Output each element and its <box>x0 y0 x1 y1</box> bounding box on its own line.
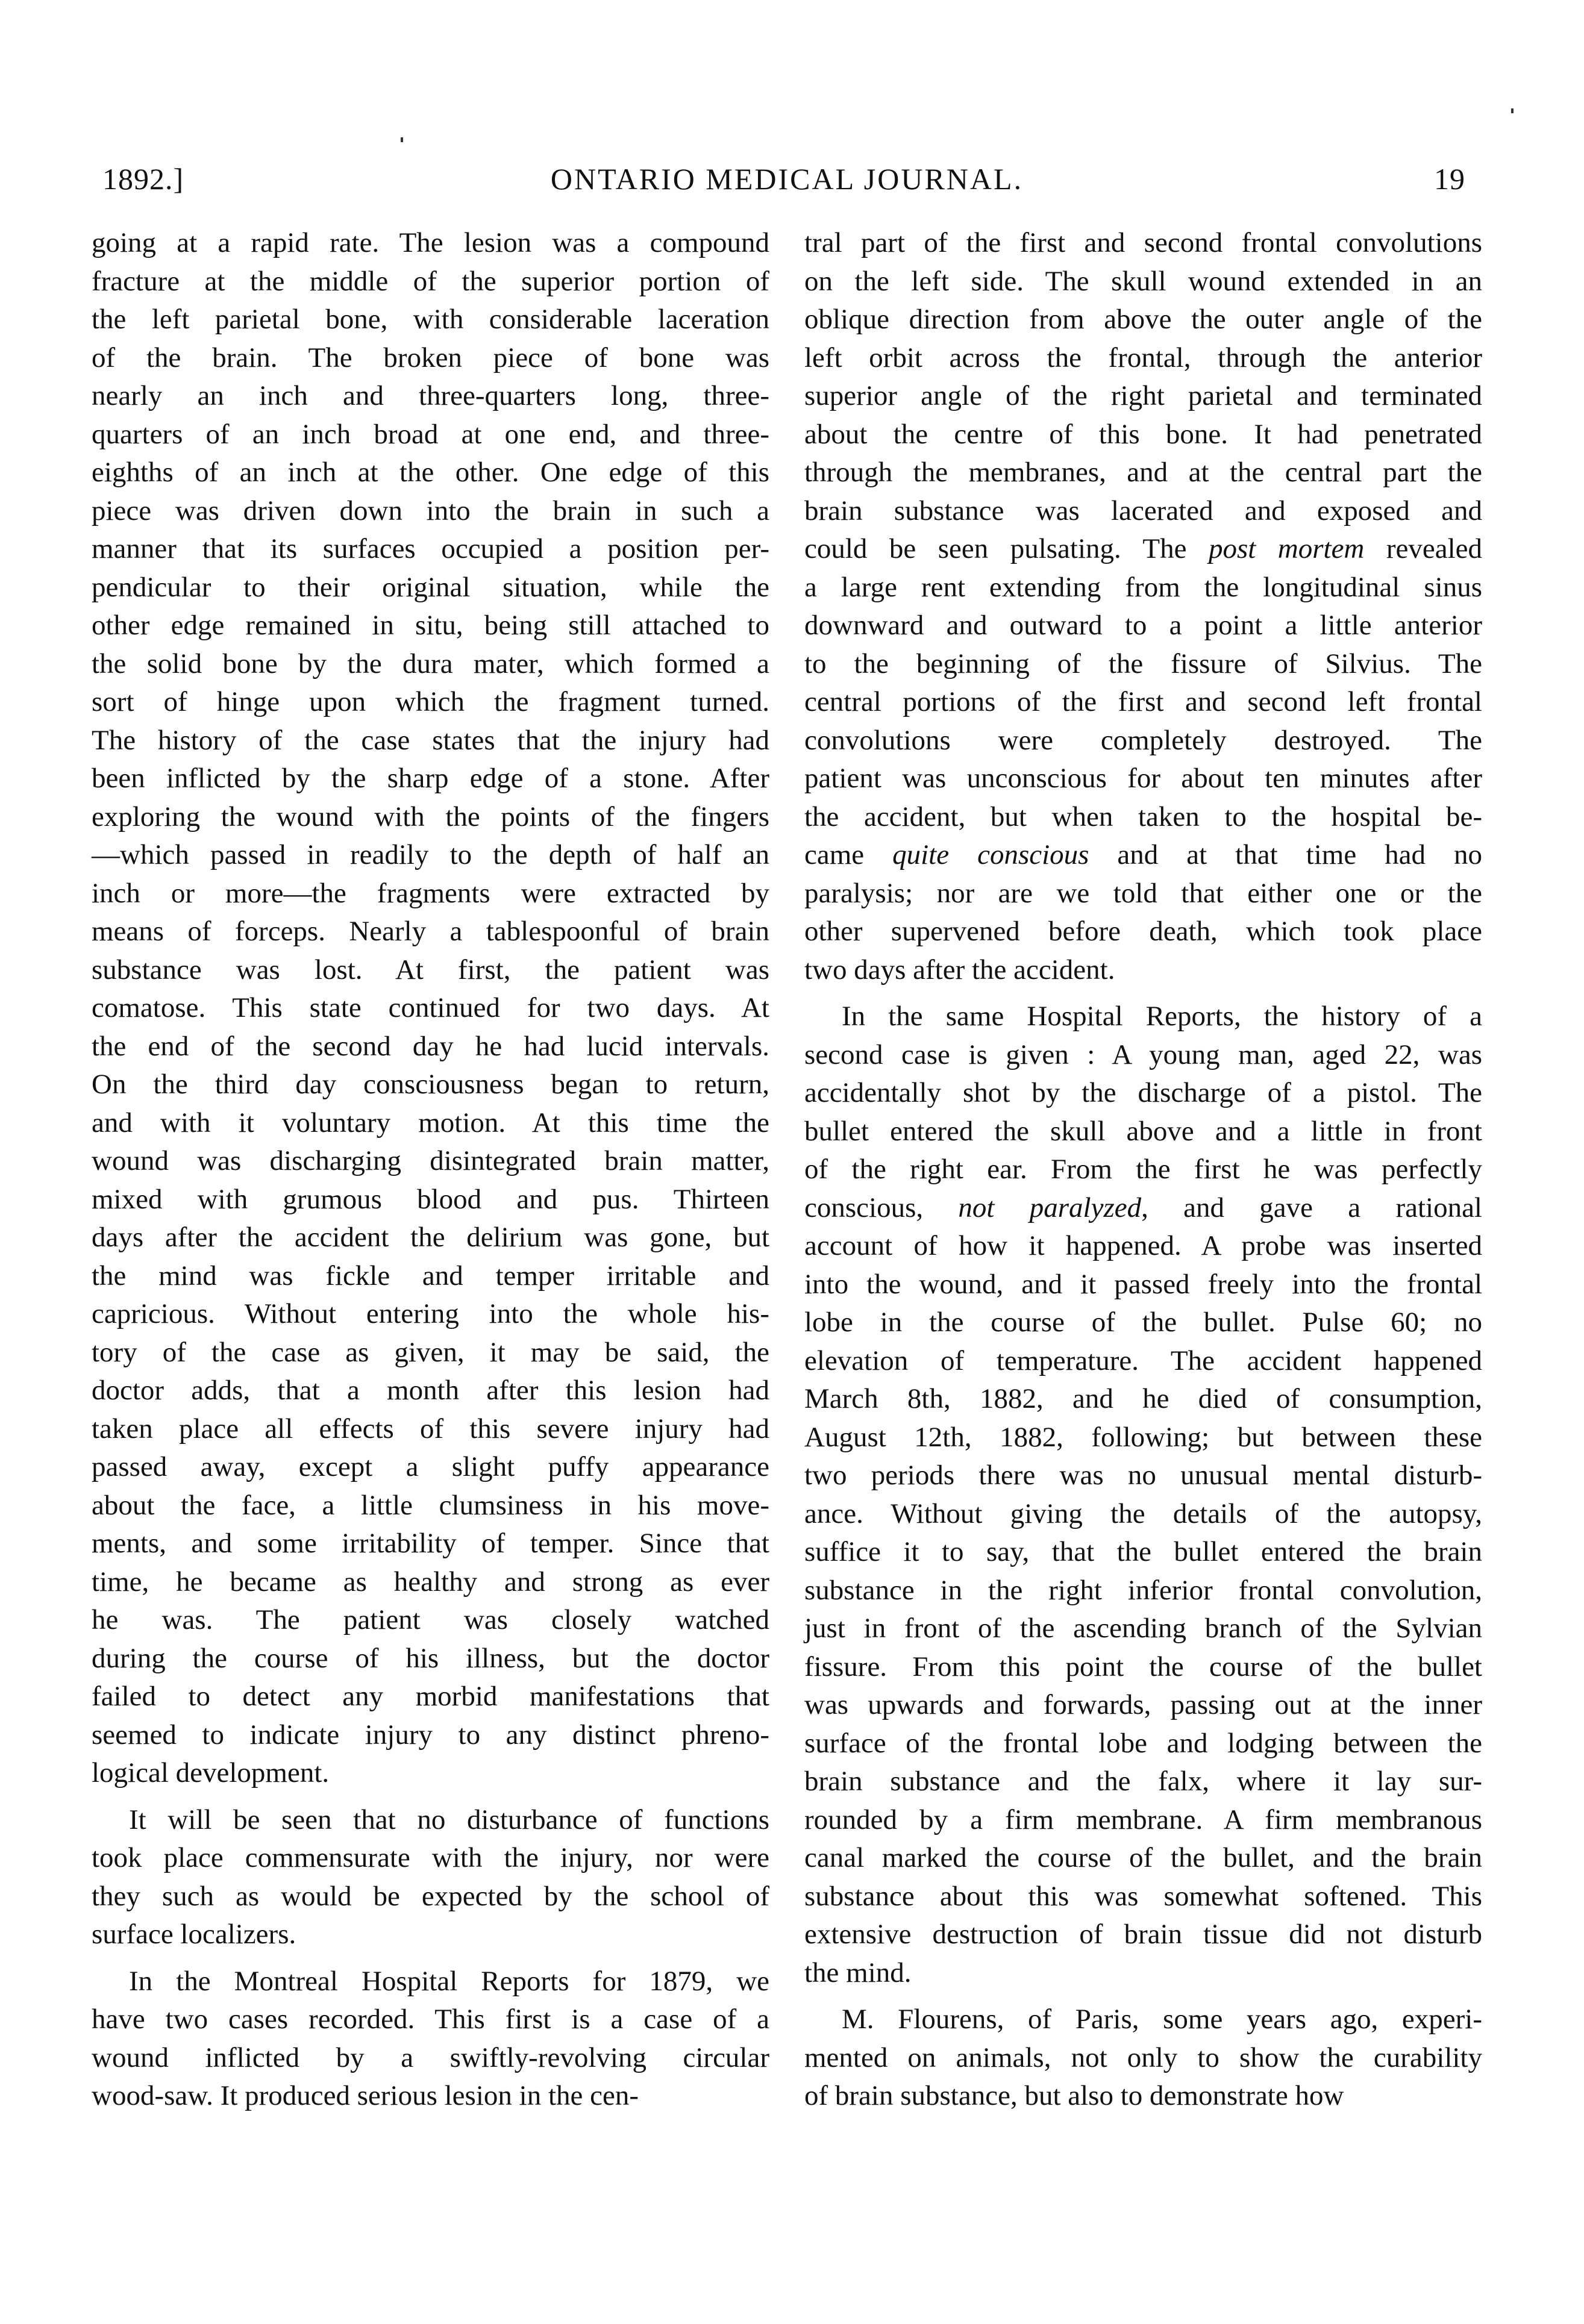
text-line: to the beginning of the fissure of Silvius. The <box>804 648 1482 679</box>
text-line: just in front of the ascending branch of the Sylvian <box>804 1613 1482 1644</box>
text-line: rounded by a firm membrane. A firm membranous <box>804 1804 1482 1835</box>
left-column <box>92 224 769 2116</box>
text-line: ance. Without giving the details of the autopsy, <box>804 1498 1482 1529</box>
text-line: the solid bone by the dura mater, which formed a <box>92 648 769 679</box>
text-line: superior angle of the right parietal and terminated <box>804 380 1482 411</box>
text-line: left orbit across the frontal, through the anterior <box>804 342 1482 373</box>
text-line: On the third day consciousness began to return, <box>92 1069 769 1100</box>
text-line: brain substance was lacerated and exposed and <box>804 495 1482 526</box>
text-line: of brain substance, but also to demonstrate how <box>804 2080 1344 2111</box>
paragraph <box>804 2001 1482 2116</box>
text-line: patient was unconscious for about ten minutes after <box>804 763 1482 794</box>
text-line: inch or more—the fragments were extracted by <box>92 877 769 909</box>
text-line: accidentally shot by the discharge of a pistol. The <box>804 1077 1482 1108</box>
text-line: about the face, a little clumsiness in his move- <box>92 1489 769 1521</box>
text-line: manner that its surfaces occupied a position per- <box>92 533 769 564</box>
text-line: canal marked the course of the bullet, and the brain <box>804 1842 1482 1873</box>
text-line: a large rent extending from the longitudinal sinus <box>804 571 1482 603</box>
text-line: mented on animals, not only to show the curability <box>804 2041 1482 2073</box>
italic-phrase: not paralyzed <box>958 1192 1142 1223</box>
text-line: the end of the second day he had lucid intervals. <box>92 1030 769 1062</box>
text-line: means of forceps. Nearly a tablespoonful of brain <box>92 916 769 947</box>
text-line: —which passed in readily to the depth of half an <box>92 839 769 870</box>
text-line: pendicular to their original situation, while the <box>92 571 769 603</box>
running-head <box>90 161 1483 204</box>
text-line: into the wound, and it passed freely into the frontal <box>804 1268 1482 1300</box>
paragraph <box>804 224 1482 989</box>
text-line: August 12th, 1882, following; but between these <box>804 1421 1482 1453</box>
text-line: the left parietal bone, with considerable laceration <box>92 304 769 335</box>
text-line: taken place all effects of this severe injury had <box>92 1413 769 1445</box>
text-line: doctor adds, that a month after this lesion had <box>92 1375 769 1406</box>
text-line: days after the accident the delirium was gone, but <box>92 1222 769 1253</box>
text-line: oblique direction from above the outer angle of the <box>804 304 1482 335</box>
text-line: March 8th, 1882, and he died of consumption, <box>804 1383 1482 1414</box>
text-line: fracture at the middle of the superior portion of <box>92 265 769 297</box>
text-line: two periods there was no unusual mental disturb- <box>804 1460 1482 1491</box>
text-line: nearly an inch and three-quarters long, three- <box>92 380 769 411</box>
paragraph <box>92 224 769 1793</box>
text-line: surface of the frontal lobe and lodging between the <box>804 1727 1482 1759</box>
text-line: the accident, but when taken to the hospital be- <box>804 801 1482 832</box>
text-line: failed to detect any morbid manifestations that <box>92 1681 769 1712</box>
text-line: second case is given : A young man, aged 22, was <box>804 1039 1482 1070</box>
text-line: wound inflicted by a swiftly-revolving circular <box>92 2041 769 2073</box>
text-line: the mind. <box>804 1957 912 1988</box>
text-line: he was. The patient was closely watched <box>92 1604 769 1635</box>
text-line: conscious, not paralyzed, and gave a rational <box>804 1192 1482 1223</box>
text-line: mixed with grumous blood and pus. Thirteen <box>92 1183 769 1215</box>
text-line: of the brain. The broken piece of bone was <box>92 342 769 373</box>
text-line: other edge remained in situ, being still attached to <box>92 610 769 641</box>
text-line: ments, and some irritability of temper. Since that <box>92 1528 769 1559</box>
text-line: tral part of the first and second frontal convolutions <box>804 227 1482 258</box>
text-line: and with it voluntary motion. At this time the <box>92 1107 769 1139</box>
text-line: suffice it to say, that the bullet entered the brain <box>804 1536 1482 1567</box>
text-line: took place commensurate with the injury, nor were <box>92 1842 769 1873</box>
running-head-journal-title: ONTARIO MEDICAL JOURNAL. <box>550 162 1024 196</box>
text-line: It will be seen that no disturbance of functions <box>129 1804 769 1835</box>
text-line: substance about this was somewhat softened. This <box>804 1880 1482 1912</box>
text-line: time, he became as healthy and strong as ever <box>92 1566 769 1598</box>
text-line: bullet entered the skull above and a little in front <box>804 1115 1482 1147</box>
right-column <box>804 224 1482 2116</box>
text-line: came quite conscious and at that time had no <box>804 839 1483 870</box>
italic-phrase: quite conscious <box>892 839 1089 870</box>
text-line: been inflicted by the sharp edge of a stone. After <box>92 763 769 794</box>
text-line: seemed to indicate injury to any distinct phreno- <box>92 1719 769 1751</box>
text-line: two days after the accident. <box>804 954 1115 986</box>
italic-phrase: post mortem <box>1208 533 1365 564</box>
text-line: quarters of an inch broad at one end, and three- <box>92 418 769 450</box>
text-line: In the Montreal Hospital Reports for 1879, we <box>129 1965 769 1997</box>
text-line: eighths of an inch at the other. One edge of this <box>92 457 769 488</box>
paragraph <box>92 1801 769 1954</box>
scan-speck <box>1511 108 1514 113</box>
text-line: extensive destruction of brain tissue did not disturb <box>804 1919 1482 1950</box>
paragraph <box>92 1963 769 2116</box>
text-line: lobe in the course of the bullet. Pulse 60; no <box>804 1307 1482 1338</box>
text-line: about the centre of this bone. It had penetrated <box>804 418 1482 450</box>
text-line: other supervened before death, which took place <box>804 916 1482 947</box>
text-line: convolutions were completely destroyed. The <box>804 724 1482 756</box>
text-line: The history of the case states that the injury had <box>92 724 769 756</box>
text-line: In the same Hospital Reports, the history of a <box>842 1001 1482 1032</box>
page-number: 19 <box>1434 162 1465 196</box>
text-line: the mind was fickle and temper irritable and <box>92 1260 769 1292</box>
text-line: tory of the case as given, it may be said, the <box>92 1336 769 1368</box>
text-line: was upwards and forwards, passing out at the inner <box>804 1689 1482 1720</box>
text-line: could be seen pulsating. The post mortem revealed <box>804 533 1482 564</box>
text-line: downward and outward to a point a little anterior <box>804 610 1482 641</box>
text-line: through the membranes, and at the central part the <box>804 457 1482 488</box>
text-line: substance was lost. At first, the patient was <box>92 954 769 986</box>
running-head-year: 1892.] <box>102 162 184 196</box>
text-line: on the left side. The skull wound extended in an <box>804 265 1482 297</box>
text-line: sort of hinge upon which the fragment turned. <box>92 686 769 717</box>
text-line: logical development. <box>92 1757 330 1788</box>
text-line: account of how it happened. A probe was inserted <box>804 1230 1482 1261</box>
text-line: they such as would be expected by the school of <box>92 1880 769 1912</box>
text-line: during the course of his illness, but the doctor <box>92 1642 769 1674</box>
text-line: wood-saw. It produced serious lesion in the cen- <box>92 2080 639 2111</box>
scan-speck <box>401 137 403 142</box>
text-line: fissure. From this point the course of the bullet <box>804 1651 1482 1682</box>
text-line: central portions of the first and second left frontal <box>804 686 1482 717</box>
text-line: piece was driven down into the brain in such a <box>92 495 769 526</box>
text-line: paralysis; nor are we told that either one or the <box>804 877 1482 909</box>
text-line: have two cases recorded. This first is a case of a <box>92 2004 769 2035</box>
text-line: elevation of temperature. The accident happened <box>804 1345 1482 1376</box>
text-line: M. Flourens, of Paris, some years ago, experi- <box>842 2004 1482 2035</box>
text-line: substance in the right inferior frontal convolution, <box>804 1574 1482 1606</box>
text-line: passed away, except a slight puffy appearance <box>92 1451 769 1482</box>
text-line: going at a rapid rate. The lesion was a compound <box>92 227 769 258</box>
text-line: exploring the wound with the points of the fingers <box>92 801 769 832</box>
text-line: capricious. Without entering into the whole his- <box>92 1298 769 1329</box>
text-line: of the right ear. From the first he was perfectly <box>804 1154 1482 1185</box>
paragraph <box>804 998 1482 1992</box>
text-line: brain substance and the falx, where it lay sur- <box>804 1766 1482 1797</box>
text-line: surface localizers. <box>92 1919 296 1950</box>
text-line: comatose. This state continued for two days. At <box>92 992 769 1023</box>
text-line: wound was discharging disintegrated brain matter, <box>92 1145 769 1176</box>
